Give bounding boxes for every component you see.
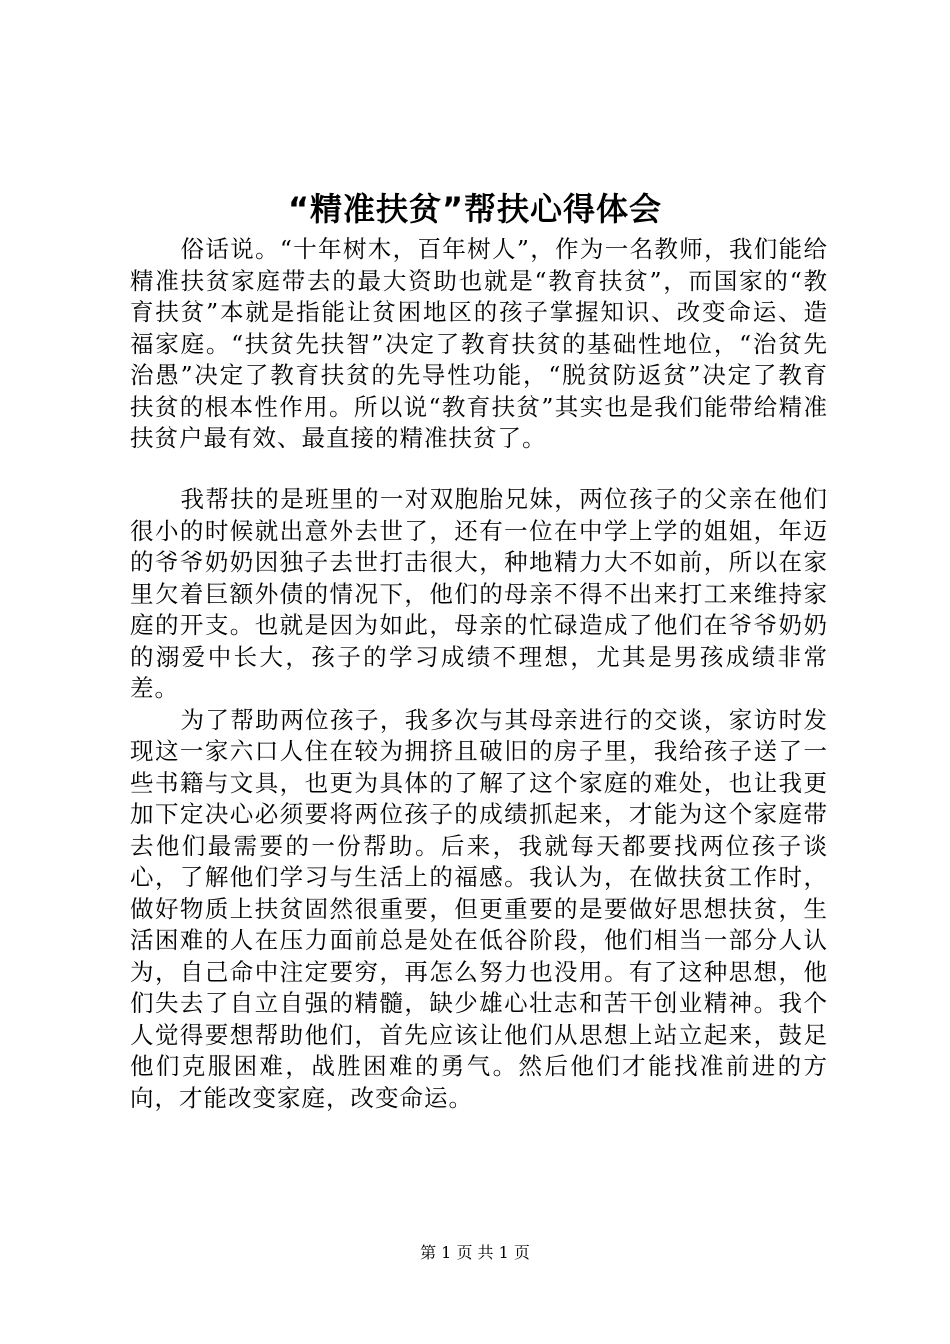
body-section-2 [130,484,828,1114]
body-section-1 [130,234,828,455]
paragraph-1: 俗话说。“十年树木，百年树人”，作为一名教师，我们能给精准扶贫家庭带去的最大资助也就是“教育扶贫”，而国家的“教育扶贫”本就是指能让贫困地区的孩子掌握知识、改变命运、造福家庭。“扶贫先扶智”决定了教育扶贫的基础性地位，“治贫先治愚”决定了教育扶贫的先导性功能，“脱贫防返贫”决定了教育扶贫的根本性作用。所以说“教育扶贫”其实也是我们能带给精准扶贫户最有效、最直接的精准扶贫了。 [130,235,828,452]
paragraph-2: 我帮扶的是班里的一对双胞胎兄妹，两位孩子的父亲在他们很小的时候就出意外去世了，还有一位在中学上学的姐姐，年迈的爷爷奶奶因独子去世打击很大，种地精力大不如前，所以在家里欠着巨额外债的情况下，他们的母亲不得不出来打工来维持家庭的开支。也就是因为如此，母亲的忙碌造成了他们在爷爷奶奶的溺爱中长大，孩子的学习成绩不理想，尤其是男孩成绩非常差。 [130,485,828,702]
paragraph-3: 为了帮助两位孩子，我多次与其母亲进行的交谈，家访时发现这一家六口人住在较为拥挤且破旧的房子里，我给孩子送了一些书籍与文具，也更为具体的了解了这个家庭的难处，也让我更加下定决心必须要将两位孩子的成绩抓起来，才能为这个家庭带去他们最需要的一份帮助。后来，我就每天都要找两位孩子谈心，了解他们学习与生活上的福感。我认为，在做扶贫工作时，做好物质上扶贫固然很重要，但更重要的是要做好思想扶贫，生活困难的人在压力面前总是处在低谷阶段，他们相当一部分人认为，自己命中注定要穷，再怎么努力也没用。有了这种思想，他们失去了自立自强的精髓，缺少雄心壮志和苦干创业精神。我个人觉得要想帮助他们，首先应该让他们从思想上站立起来，鼓足他们克服困难，战胜困难的勇气。然后他们才能找准前进的方向，才能改变家庭，改变命运。 [130,705,828,1112]
page-footer: 第 1 页 共 1 页 [420,1243,530,1262]
document-title: “精准扶贫”帮扶心得体会 [287,190,663,228]
